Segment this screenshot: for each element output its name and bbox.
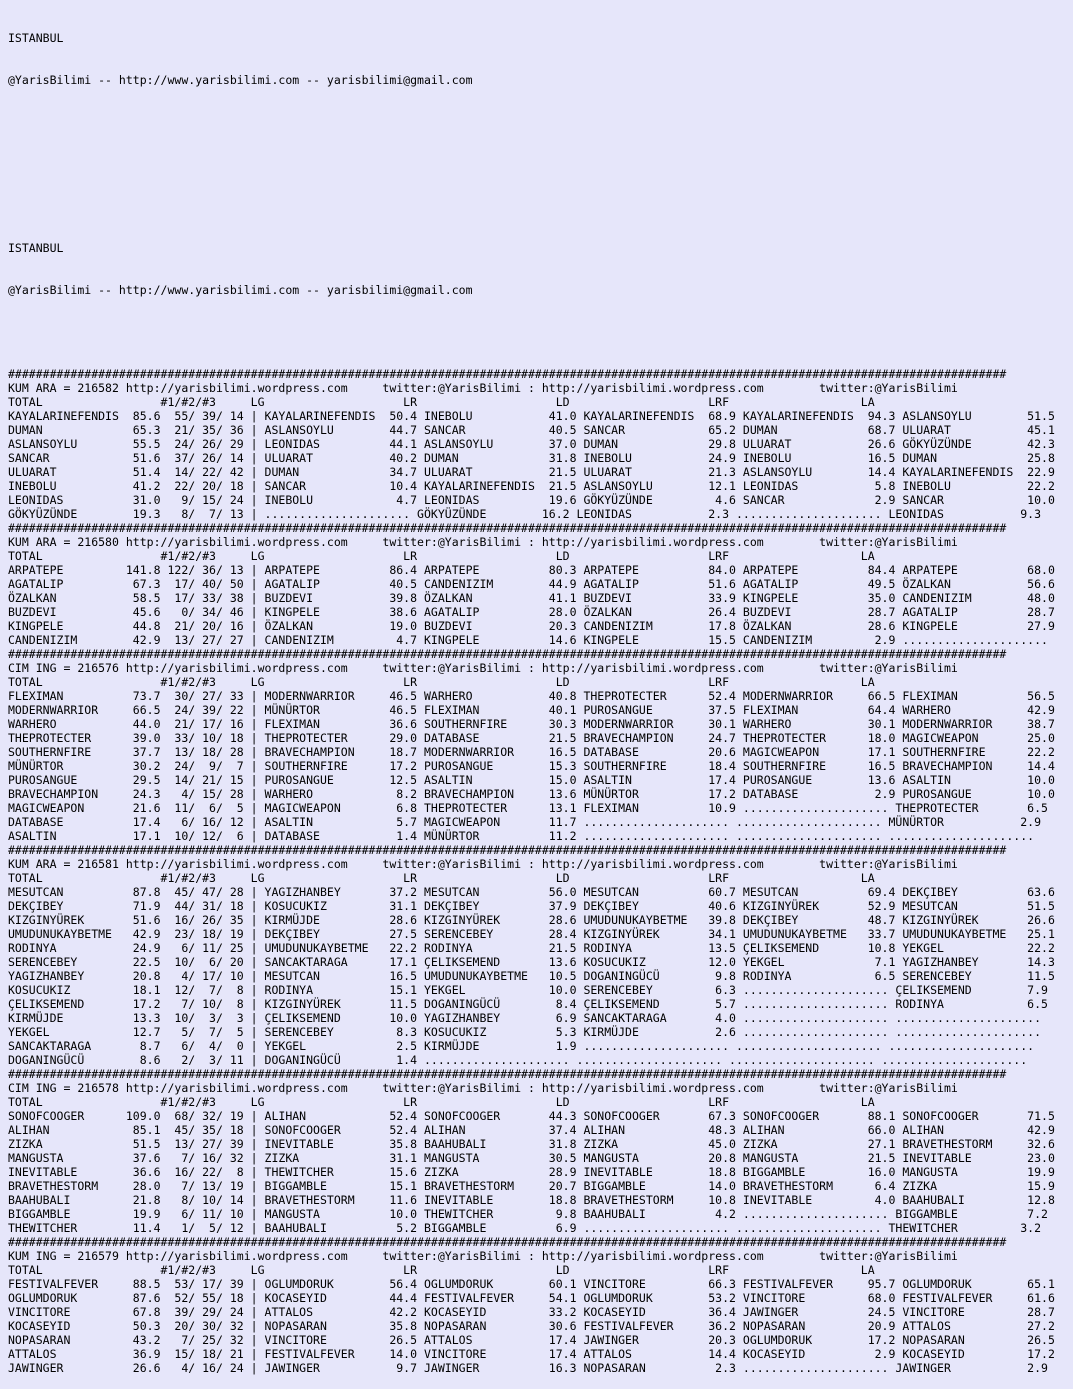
table-row: MODERNWARRIOR 66.5 24/ 39/ 22 | MÜNÜRTOR 46.5 FLEXIMAN 40.1 PUROSANGUE 37.5 FLEXIMAN 64.4 WARHERO 42.9 xyxy=(8,703,1055,717)
race-section xyxy=(8,843,1073,1067)
table-row: DEKÇIBEY 71.9 44/ 31/ 18 | KOSUCUKIZ 31.1 DEKÇIBEY 37.9 DEKÇIBEY 40.6 KIZGINYÜREK 52.9 MESUTCAN 51.5 xyxy=(8,899,1055,913)
race-title-line: CIM ING = 216578 http://yarisbilimi.wordpress.com twitter:@YarisBilimi : http://yarisbilimi.wordpress.com twitter:@YarisBilimi xyxy=(8,1081,958,1095)
separator-line: ################################################################################################################################################ xyxy=(8,1067,1007,1081)
separator-line: ################################################################################################################################################ xyxy=(8,843,1007,857)
column-header-line: TOTAL #1/#2/#3 LG LR LD LRF LA xyxy=(8,1095,875,1109)
table-row: DOGANINGÜCÜ 8.6 2/ 3/ 11 | DOGANINGÜCÜ 1.4 ..................... ..................... ..................... ..................... xyxy=(8,1053,1028,1067)
table-row: THEWITCHER 11.4 1/ 5/ 12 | BAAHUBALI 5.2 BIGGAMBLE 6.9 ..................... ..................... THEWITCHER 3.2 xyxy=(8,1221,1042,1235)
table-row: VINCITORE 67.8 39/ 29/ 24 | ATTALOS 42.2 KOCASEYID 33.2 KOCASEYID 36.4 JAWINGER 24.5 VINCITORE 28.7 xyxy=(8,1305,1055,1319)
race-section xyxy=(8,521,1073,647)
table-row: CANDENIZIM 42.9 13/ 27/ 27 | CANDENIZIM 4.7 KINGPELE 14.6 KINGPELE 15.5 CANDENIZIM 2.9 ..................... xyxy=(8,633,1048,647)
table-row: BRAVECHAMPION 24.3 4/ 15/ 28 | WARHERO 8.2 BRAVECHAMPION 13.6 MÜNÜRTOR 17.2 DATABASE 2.9 PUROSANGUE 10.0 xyxy=(8,787,1055,801)
table-row: LEONIDAS 31.0 9/ 15/ 24 | INEBOLU 4.7 LEONIDAS 19.6 GÖKYÜZÜNDE 4.6 SANCAR 2.9 SANCAR 10.0 xyxy=(8,493,1055,507)
table-row: SERENCEBEY 22.5 10/ 6/ 20 | SANCAKTARAGA 17.1 ÇELIKSEMEND 13.6 KOSUCUKIZ 12.0 YEKGEL 7.1 YAGIZHANBEY 14.3 xyxy=(8,955,1055,969)
table-row: BUZDEVI 45.6 0/ 34/ 46 | KINGPELE 38.6 AGATALIP 28.0 ÖZALKAN 26.4 BUZDEVI 28.7 AGATALIP 28.7 xyxy=(8,605,1055,619)
column-header-line: TOTAL #1/#2/#3 LG LR LD LRF LA xyxy=(8,1263,875,1277)
column-header-line: TOTAL #1/#2/#3 LG LR LD LRF LA xyxy=(8,549,875,563)
table-row: YEKGEL 12.7 5/ 7/ 5 | SERENCEBEY 8.3 KOSUCUKIZ 5.3 KIRMÜJDE 2.6 ..................... ..................... xyxy=(8,1025,1042,1039)
table-row: GÖKYÜZÜNDE 19.3 8/ 7/ 13 | ..................... GÖKYÜZÜNDE 16.2 LEONIDAS 2.3 ..................... LEONIDAS 9.3 xyxy=(8,507,1042,521)
table-row: SANCAKTARAGA 8.7 6/ 4/ 0 | YEKGEL 2.5 KIRMÜJDE 1.9 ..................... ..................... ..................... xyxy=(8,1039,1035,1053)
table-row: DATABASE 17.4 6/ 16/ 12 | ASALTIN 5.7 MAGICWEAPON 11.7 ..................... ..................... MÜNÜRTOR 2.9 xyxy=(8,815,1042,829)
table-row: ASLANSOYLU 55.5 24/ 26/ 29 | LEONIDAS 44.1 ASLANSOYLU 37.0 DUMAN 29.8 ULUARAT 26.6 GÖKYÜZÜNDE 42.3 xyxy=(8,437,1055,451)
table-row: RODINYA 24.9 6/ 11/ 25 | UMUDUNUKAYBETME 22.2 RODINYA 21.5 RODINYA 13.5 ÇELIKSEMEND 10.8 YEKGEL 22.2 xyxy=(8,941,1055,955)
race-section xyxy=(8,367,1073,521)
table-row: PUROSANGUE 29.5 14/ 21/ 15 | PUROSANGUE 12.5 ASALTIN 15.0 ASALTIN 17.4 PUROSANGUE 13.6 ASALTIN 10.0 xyxy=(8,773,1055,787)
table-row: FLEXIMAN 73.7 30/ 27/ 33 | MODERNWARRIOR 46.5 WARHERO 40.8 THEPROTECTER 52.4 MODERNWARRIOR 66.5 FLEXIMAN 56.5 xyxy=(8,689,1055,703)
table-row: JAWINGER 26.6 4/ 16/ 24 | JAWINGER 9.7 JAWINGER 16.3 NOPASARAN 2.3 ..................... JAWINGER 2.9 xyxy=(8,1361,1048,1375)
table-row: BAAHUBALI 21.8 8/ 10/ 14 | BRAVETHESTORM 11.6 INEVITABLE 18.8 BRAVETHESTORM 10.8 INEVITABLE 4.0 BAAHUBALI 12.8 xyxy=(8,1193,1055,1207)
race-title-line: KUM ARA = 216580 http://yarisbilimi.wordpress.com twitter:@YarisBilimi : http://yarisbilimi.wordpress.com twitter:@YarisBilimi xyxy=(8,535,958,549)
header-contact-2: @YarisBilimi -- http://www.yarisbilimi.com -- yarisbilimi@gmail.com xyxy=(8,283,473,297)
table-row: ZIZKA 51.5 13/ 27/ 39 | INEVITABLE 35.8 BAAHUBALI 31.8 ZIZKA 45.0 ZIZKA 27.1 BRAVETHESTORM 32.6 xyxy=(8,1137,1055,1151)
table-row: YAGIZHANBEY 20.8 4/ 17/ 10 | MESUTCAN 16.5 UMUDUNUKAYBETME 10.5 DOGANINGÜCÜ 9.8 RODINYA 6.5 SERENCEBEY 11.5 xyxy=(8,969,1055,983)
table-row: KIZGINYÜREK 51.6 16/ 26/ 35 | KIRMÜJDE 28.6 KIZGINYÜREK 28.6 UMUDUNUKAYBETME 39.8 DEKÇIBEY 48.7 KIZGINYÜREK 26.6 xyxy=(8,913,1055,927)
table-row: BIGGAMBLE 19.9 6/ 11/ 10 | MANGUSTA 10.0 THEWITCHER 9.8 BAAHUBALI 4.2 ..................... BIGGAMBLE 7.2 xyxy=(8,1207,1048,1221)
race-title-line: KUM ARA = 216582 http://yarisbilimi.wordpress.com twitter:@YarisBilimi : http://yarisbilimi.wordpress.com twitter:@YarisBilimi xyxy=(8,381,958,395)
table-row: SOUTHERNFIRE 37.7 13/ 18/ 28 | BRAVECHAMPION 18.7 MODERNWARRIOR 16.5 DATABASE 20.6 MAGICWEAPON 17.1 SOUTHERNFIRE 22.2 xyxy=(8,745,1055,759)
table-row: INEBOLU 41.2 22/ 20/ 18 | SANCAR 10.4 KAYALARINEFENDIS 21.5 ASLANSOYLU 12.1 LEONIDAS 5.8 INEBOLU 22.2 xyxy=(8,479,1055,493)
table-row: FESTIVALFEVER 88.5 53/ 17/ 39 | OGLUMDORUK 56.4 OGLUMDORUK 60.1 VINCITORE 66.3 FESTIVALFEVER 95.7 OGLUMDORUK 65.1 xyxy=(8,1277,1055,1291)
column-header-line: TOTAL #1/#2/#3 LG LR LD LRF LA xyxy=(8,675,875,689)
table-row: OGLUMDORUK 87.6 52/ 55/ 18 | KOCASEYID 44.4 FESTIVALFEVER 54.1 OGLUMDORUK 53.2 VINCITORE 68.0 FESTIVALFEVER 61.6 xyxy=(8,1291,1055,1305)
race-section xyxy=(8,1067,1073,1235)
table-row: BRAVETHESTORM 28.0 7/ 13/ 19 | BIGGAMBLE 15.1 BRAVETHESTORM 20.7 BIGGAMBLE 14.0 BRAVETHESTORM 6.4 ZIZKA 15.9 xyxy=(8,1179,1055,1193)
table-row: KAYALARINEFENDIS 85.6 55/ 39/ 14 | KAYALARINEFENDIS 50.4 INEBOLU 41.0 KAYALARINEFENDIS 68.9 KAYALARINEFENDIS 94.3 ASLANSOYLU 51.5 xyxy=(8,409,1055,423)
table-row: UMUDUNUKAYBETME 42.9 23/ 18/ 19 | DEKÇIBEY 27.5 SERENCEBEY 28.4 KIZGINYÜREK 34.1 UMUDUNUKAYBETME 33.7 UMUDUNUKAYBETME 25.1 xyxy=(8,927,1055,941)
table-row: KOSUCUKIZ 18.1 12/ 7/ 8 | RODINYA 15.1 YEKGEL 10.0 SERENCEBEY 6.3 ..................... ÇELIKSEMEND 7.9 xyxy=(8,983,1048,997)
separator-line: ################################################################################################################################################ xyxy=(8,1235,1007,1249)
table-row: SANCAR 51.6 37/ 26/ 14 | ULUARAT 40.2 DUMAN 31.8 INEBOLU 24.9 INEBOLU 16.5 DUMAN 25.8 xyxy=(8,451,1055,465)
table-row: ARPATEPE 141.8 122/ 36/ 13 | ARPATEPE 86.4 ARPATEPE 80.3 ARPATEPE 84.0 ARPATEPE 84.4 ARPATEPE 68.0 xyxy=(8,563,1055,577)
table-row: MAGICWEAPON 21.6 11/ 6/ 5 | MAGICWEAPON 6.8 THEPROTECTER 13.1 FLEXIMAN 10.9 ..................... THEPROTECTER 6.5 xyxy=(8,801,1048,815)
race-sections xyxy=(8,367,1073,1375)
table-row: AGATALIP 67.3 17/ 40/ 50 | AGATALIP 40.5 CANDENIZIM 44.9 AGATALIP 51.6 AGATALIP 49.5 ÖZALKAN 56.6 xyxy=(8,577,1055,591)
table-row: KINGPELE 44.8 21/ 20/ 16 | ÖZALKAN 19.0 BUZDEVI 20.3 CANDENIZIM 17.8 ÖZALKAN 28.6 KINGPELE 27.9 xyxy=(8,619,1055,633)
header-city-1: ISTANBUL xyxy=(8,31,64,45)
table-row: MESUTCAN 87.8 45/ 47/ 28 | YAGIZHANBEY 37.2 MESUTCAN 56.0 MESUTCAN 60.7 MESUTCAN 69.4 DEKÇIBEY 63.6 xyxy=(8,885,1055,899)
table-row: MANGUSTA 37.6 7/ 16/ 32 | ZIZKA 31.1 MANGUSTA 30.5 MANGUSTA 20.8 MANGUSTA 21.5 INEVITABLE 23.0 xyxy=(8,1151,1055,1165)
table-row: ATTALOS 36.9 15/ 18/ 21 | FESTIVALFEVER 14.0 VINCITORE 17.4 ATTALOS 14.4 KOCASEYID 2.9 KOCASEYID 17.2 xyxy=(8,1347,1055,1361)
separator-line: ################################################################################################################################################ xyxy=(8,367,1007,381)
separator-line: ################################################################################################################################################ xyxy=(8,647,1007,661)
race-title-line: CIM ING = 216576 http://yarisbilimi.wordpress.com twitter:@YarisBilimi : http://yarisbilimi.wordpress.com twitter:@YarisBilimi xyxy=(8,661,958,675)
header-city-2: ISTANBUL xyxy=(8,241,64,255)
table-row: WARHERO 44.0 21/ 17/ 16 | FLEXIMAN 36.6 SOUTHERNFIRE 30.3 MODERNWARRIOR 30.1 WARHERO 30.1 MODERNWARRIOR 38.7 xyxy=(8,717,1055,731)
table-row: MÜNÜRTOR 30.2 24/ 9/ 7 | SOUTHERNFIRE 17.2 PUROSANGUE 15.3 SOUTHERNFIRE 18.4 SOUTHERNFIRE 16.5 BRAVECHAMPION 14.4 xyxy=(8,759,1055,773)
table-row: ULUARAT 51.4 14/ 22/ 42 | DUMAN 34.7 ULUARAT 21.5 ULUARAT 21.3 ASLANSOYLU 14.4 KAYALARINEFENDIS 22.9 xyxy=(8,465,1055,479)
column-header-line: TOTAL #1/#2/#3 LG LR LD LRF LA xyxy=(8,871,875,885)
table-row: KOCASEYID 50.3 20/ 30/ 32 | NOPASARAN 35.8 NOPASARAN 30.6 FESTIVALFEVER 36.2 NOPASARAN 20.9 ATTALOS 27.2 xyxy=(8,1319,1055,1333)
table-row: INEVITABLE 36.6 16/ 22/ 8 | THEWITCHER 15.6 ZIZKA 28.9 INEVITABLE 18.8 BIGGAMBLE 16.0 MANGUSTA 19.9 xyxy=(8,1165,1055,1179)
table-row: KIRMÜJDE 13.3 10/ 3/ 3 | ÇELIKSEMEND 10.0 YAGIZHANBEY 6.9 SANCAKTARAGA 4.0 ..................... ..................... xyxy=(8,1011,1042,1025)
column-header-line: TOTAL #1/#2/#3 LG LR LD LRF LA xyxy=(8,395,875,409)
race-title-line: KUM ARA = 216581 http://yarisbilimi.wordpress.com twitter:@YarisBilimi : http://yarisbilimi.wordpress.com twitter:@YarisBilimi xyxy=(8,857,958,871)
table-row: DUMAN 65.3 21/ 35/ 36 | ASLANSOYLU 44.7 SANCAR 40.5 SANCAR 65.2 DUMAN 68.7 ULUARAT 45.1 xyxy=(8,423,1055,437)
table-row: ASALTIN 17.1 10/ 12/ 6 | DATABASE 1.4 MÜNÜRTOR 11.2 ..................... ..................... ..................... xyxy=(8,829,1035,843)
table-row: ALIHAN 85.1 45/ 35/ 18 | SONOFCOOGER 52.4 ALIHAN 37.4 ALIHAN 48.3 ALIHAN 66.0 ALIHAN 42.9 xyxy=(8,1123,1055,1137)
table-row: NOPASARAN 43.2 7/ 25/ 32 | VINCITORE 26.5 ATTALOS 17.4 JAWINGER 20.3 OGLUMDORUK 17.2 NOPASARAN 26.5 xyxy=(8,1333,1055,1347)
race-section xyxy=(8,647,1073,843)
race-title-line: KUM ING = 216579 http://yarisbilimi.wordpress.com twitter:@YarisBilimi : http://yarisbilimi.wordpress.com twitter:@YarisBilimi xyxy=(8,1249,958,1263)
table-row: ÖZALKAN 58.5 17/ 33/ 38 | BUZDEVI 39.8 ÖZALKAN 41.1 BUZDEVI 33.9 KINGPELE 35.0 CANDENIZIM 48.0 xyxy=(8,591,1055,605)
separator-line: ################################################################################################################################################ xyxy=(8,521,1007,535)
table-row: SONOFCOOGER 109.0 68/ 32/ 19 | ALIHAN 52.4 SONOFCOOGER 44.3 SONOFCOOGER 67.3 SONOFCOOGER 88.1 SONOFCOOGER 71.5 xyxy=(8,1109,1055,1123)
table-row: THEPROTECTER 39.0 33/ 10/ 18 | THEPROTECTER 29.0 DATABASE 21.5 BRAVECHAMPION 24.7 THEPROTECTER 18.0 MAGICWEAPON 25.0 xyxy=(8,731,1055,745)
header-contact-1: @YarisBilimi -- http://www.yarisbilimi.com -- yarisbilimi@gmail.com xyxy=(8,73,473,87)
race-section xyxy=(8,1235,1073,1375)
table-row: ÇELIKSEMEND 17.2 7/ 10/ 8 | KIZGINYÜREK 11.5 DOGANINGÜCÜ 8.4 ÇELIKSEMEND 5.7 ..................... RODINYA 6.5 xyxy=(8,997,1048,1011)
